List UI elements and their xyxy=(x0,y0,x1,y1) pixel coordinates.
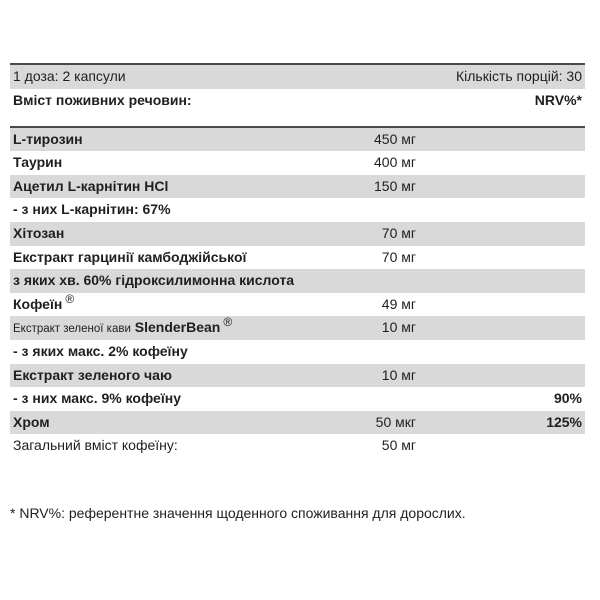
table-row xyxy=(10,269,585,293)
ingredient-name: - з них макс. 9% кофеїну xyxy=(13,390,182,407)
ingredient-name: Екстракт зеленого чаю xyxy=(13,366,172,383)
registered-mark: ® xyxy=(223,315,233,330)
nrv-header: NRV%* xyxy=(534,91,582,108)
ingredient-name: Хітозан xyxy=(13,225,65,242)
dose-row xyxy=(10,65,585,89)
table-row xyxy=(10,364,585,388)
ingredient-name: Хром xyxy=(13,413,50,430)
supplement-facts-table xyxy=(10,63,585,458)
ingredient-amount: 70 мг xyxy=(381,225,416,242)
total-caffeine-label: Загальний вміст кофеїну: xyxy=(13,437,178,454)
ingredient-amount: 450 мг xyxy=(374,130,416,147)
table-row xyxy=(10,128,585,152)
table-row xyxy=(10,175,585,199)
ingredient-amount: 70 мг xyxy=(381,248,416,265)
ingredient-nrv: 125% xyxy=(546,413,582,430)
ingredient-amount: 50 мкг xyxy=(375,413,416,430)
ingredient-name-wrap xyxy=(13,293,74,318)
ingredient-name: Кофеїн xyxy=(13,295,63,312)
table-row xyxy=(10,246,585,270)
ingredient-name: Ацетил L-карнітин HCl xyxy=(13,177,169,194)
table-row xyxy=(10,293,585,317)
ingredient-name: Таурин xyxy=(13,154,63,171)
ingredient-amount: 400 мг xyxy=(374,154,416,171)
nutrients-label: Вміст поживних речовин: xyxy=(13,91,192,108)
table-row xyxy=(10,387,585,411)
table-row xyxy=(10,151,585,175)
registered-mark: ® xyxy=(65,291,75,306)
ingredient-name-prefix: Екстракт зеленої кави xyxy=(13,323,131,336)
ingredient-amount: 10 мг xyxy=(381,366,416,383)
table-row xyxy=(10,198,585,222)
ingredient-name: - з яких макс. 2% кофеїну xyxy=(13,343,188,360)
ingredient-name-wrap xyxy=(13,316,232,342)
ingredient-name: L-тирозин xyxy=(13,130,83,147)
ingredient-name: з яких хв. 60% гідроксилимонна кислота xyxy=(13,272,295,289)
table-row xyxy=(10,340,585,364)
ingredient-amount: 150 мг xyxy=(374,177,416,194)
table-row xyxy=(10,411,585,435)
table-row xyxy=(10,316,585,340)
nutrients-header-row xyxy=(10,89,585,113)
total-caffeine-row xyxy=(10,434,585,458)
servings-label: Кількість порцій: 30 xyxy=(455,68,582,84)
ingredient-name: Екстракт гарцинії камбоджійської xyxy=(13,248,247,265)
ingredient-amount: 49 мг xyxy=(381,295,416,312)
ingredient-name: - з них L-карнітин: 67% xyxy=(13,201,171,218)
total-caffeine-amount: 50 мг xyxy=(381,437,416,454)
nrv-footnote: * NRV%: референтне значення щоденного споживання для дорослих. xyxy=(10,505,466,521)
ingredient-amount: 10 мг xyxy=(381,319,416,336)
dose-label: 1 доза: 2 капсули xyxy=(13,68,126,84)
table-row xyxy=(10,222,585,246)
ingredient-name: SlenderBean xyxy=(134,319,221,336)
ingredient-nrv: 90% xyxy=(553,390,582,407)
